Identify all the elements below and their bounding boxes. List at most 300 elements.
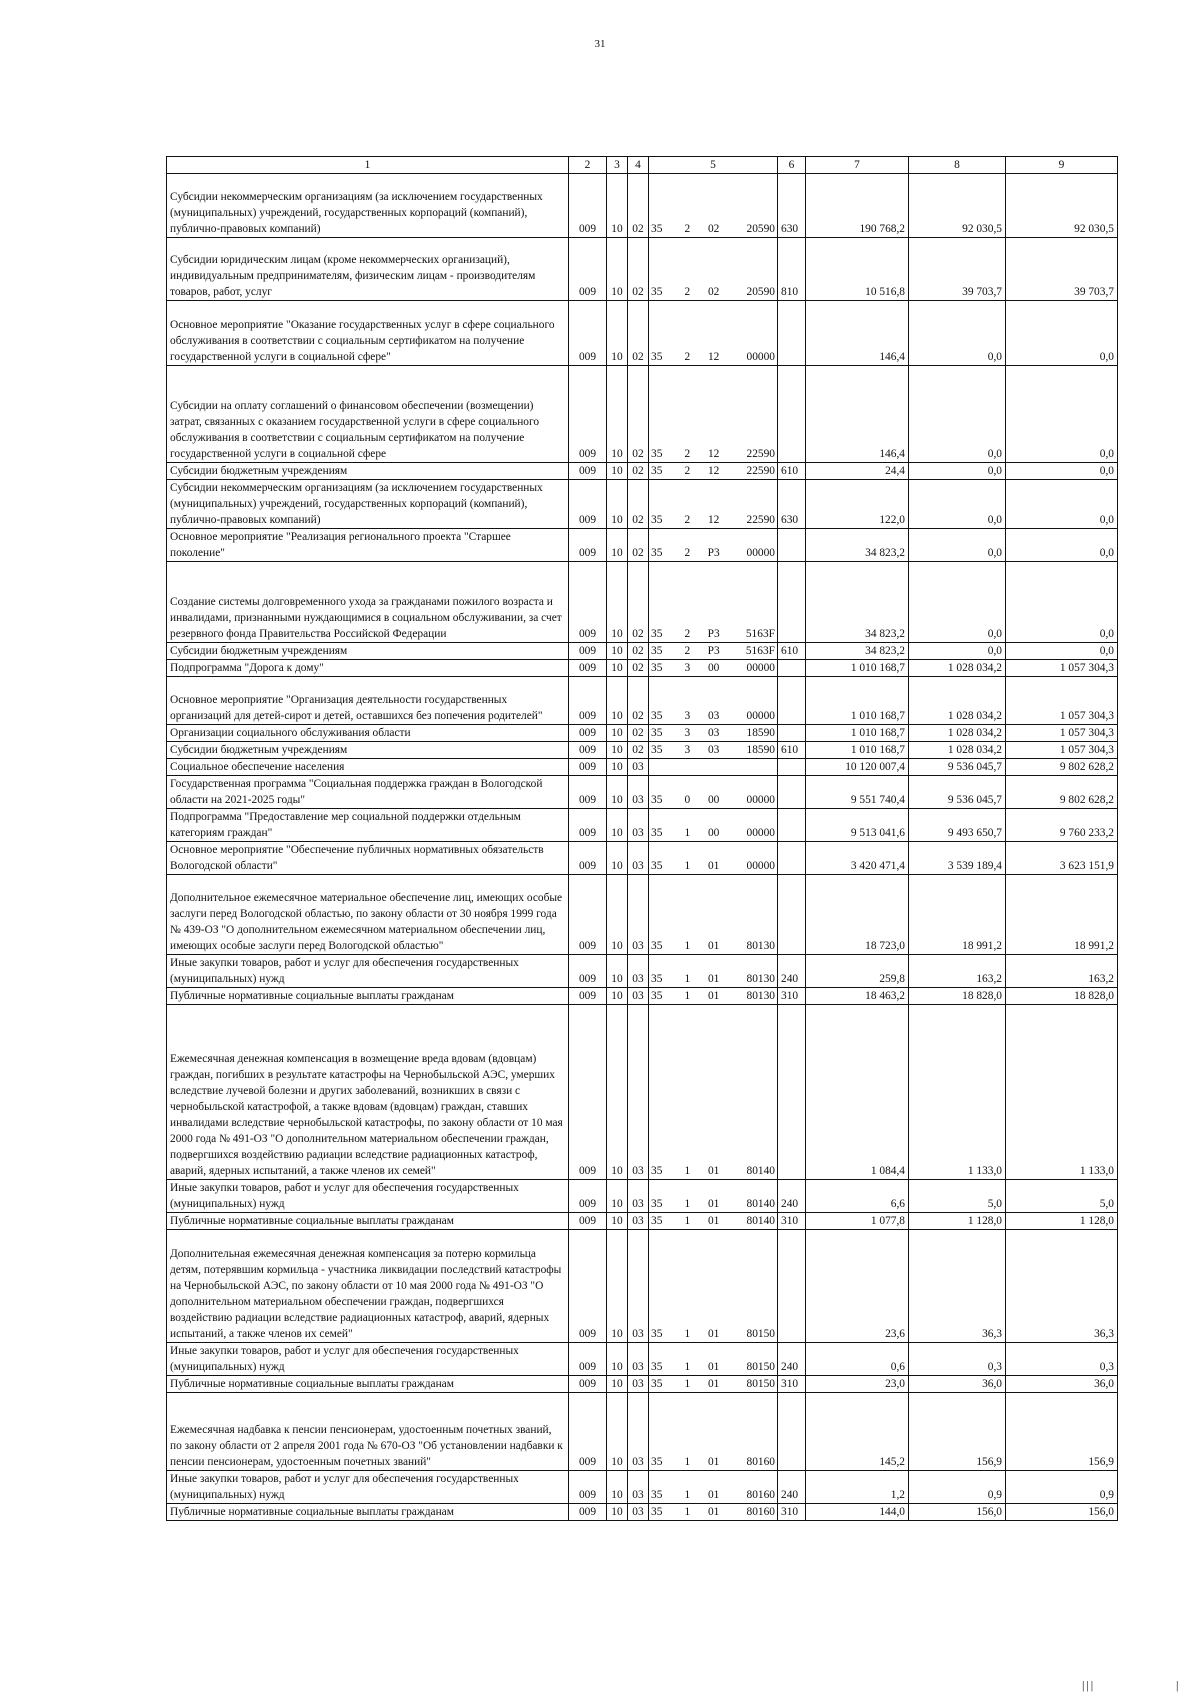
expense-type-code: 310 [778, 1213, 806, 1230]
code-part-d: 22590 [746, 514, 775, 526]
amount-col-9: 156,9 [1006, 1393, 1118, 1471]
code-part-d: 00000 [746, 662, 775, 674]
row-name: Основное мероприятие "Обеспечение публичных нормативных обязательств Вологодской области" [167, 842, 569, 875]
amount-col-8: 1 028 034,2 [909, 677, 1006, 725]
code-part-c: 01 [707, 1456, 720, 1468]
code-part-c: 01 [707, 990, 720, 1002]
row-name: Иные закупки товаров, работ и услуг для обеспечения государственных (муниципальных) нужд [167, 1471, 569, 1504]
code-part-b: 2 [684, 448, 691, 460]
code-part-b: 1 [684, 973, 691, 985]
code-part-d: 80140 [746, 1165, 775, 1177]
amount-col-9: 92 030,5 [1006, 174, 1118, 238]
section-code: 10 [607, 174, 628, 238]
target-article-code [649, 529, 778, 562]
target-article-code [649, 955, 778, 988]
subsection-code: 03 [628, 842, 649, 875]
target-article-code [649, 562, 778, 643]
section-code: 10 [607, 875, 628, 955]
target-article-code [649, 174, 778, 238]
row-name: Иные закупки товаров, работ и услуг для обеспечения государственных (муниципальных) нужд [167, 955, 569, 988]
code-part-a: 35 [651, 1378, 663, 1390]
amount-col-8: 0,0 [909, 480, 1006, 529]
code-part-b: 1 [684, 1361, 691, 1373]
amount-col-8: 9 536 045,7 [909, 759, 1006, 776]
table-body [167, 174, 1118, 1521]
amount-col-8: 0,0 [909, 463, 1006, 480]
code-part-b: 1 [684, 940, 691, 952]
code-part-a: 35 [651, 860, 663, 872]
ministry-code: 009 [569, 643, 607, 660]
code-part-a: 35 [651, 1361, 663, 1373]
row-name: Субсидии бюджетным учреждениям [167, 742, 569, 759]
code-part-d: 80130 [746, 973, 775, 985]
expense-type-code: 810 [778, 238, 806, 301]
code-part-d: 5163F [745, 628, 775, 640]
ministry-code: 009 [569, 301, 607, 366]
amount-col-8: 1 028 034,2 [909, 742, 1006, 759]
subsection-code: 03 [628, 1005, 649, 1180]
amount-col-8: 1 028 034,2 [909, 725, 1006, 742]
section-code: 10 [607, 1504, 628, 1521]
code-part-d: 5163F [745, 645, 775, 657]
code-part-d: 80140 [746, 1198, 775, 1210]
amount-col-7: 23,0 [806, 1376, 909, 1393]
code-part-d: 80160 [746, 1489, 775, 1501]
amount-col-7: 145,2 [806, 1393, 909, 1471]
row-name: Субсидии некоммерческим организациям (за исключением государственных (муниципальных) учреждений, государственных корпораций (компаний), публично-правовых компаний) [167, 174, 569, 238]
ministry-code: 009 [569, 776, 607, 809]
amount-col-8: 18 991,2 [909, 875, 1006, 955]
ministry-code: 009 [569, 1005, 607, 1180]
ministry-code: 009 [569, 955, 607, 988]
code-part-b: 1 [684, 1378, 691, 1390]
subsection-code: 02 [628, 174, 649, 238]
table-row [167, 174, 1118, 238]
section-code: 10 [607, 677, 628, 725]
expense-type-code: 310 [778, 1504, 806, 1521]
subsection-code: 02 [628, 480, 649, 529]
column-header: 9 [1006, 157, 1118, 174]
code-part-d: 20590 [746, 286, 775, 298]
amount-col-7: 259,8 [806, 955, 909, 988]
subsection-code: 03 [628, 1393, 649, 1471]
code-part-c: 01 [707, 940, 720, 952]
code-part-c: 02 [707, 286, 720, 298]
table-row [167, 1180, 1118, 1213]
amount-col-8: 0,0 [909, 366, 1006, 463]
subsection-code: 02 [628, 301, 649, 366]
code-part-c: 03 [707, 744, 720, 756]
code-part-d: 00000 [746, 710, 775, 722]
expense-type-code [778, 1005, 806, 1180]
code-part-a: 35 [651, 1489, 663, 1501]
section-code: 10 [607, 759, 628, 776]
amount-col-7: 1 084,4 [806, 1005, 909, 1180]
expense-type-code: 610 [778, 463, 806, 480]
section-code: 10 [607, 776, 628, 809]
amount-col-7: 34 823,2 [806, 529, 909, 562]
section-code: 10 [607, 1213, 628, 1230]
amount-col-9: 0,3 [1006, 1343, 1118, 1376]
code-part-b: 1 [684, 1215, 691, 1227]
subsection-code: 03 [628, 1213, 649, 1230]
subsection-code: 02 [628, 643, 649, 660]
table-row [167, 1471, 1118, 1504]
code-part-a: 35 [651, 628, 663, 640]
amount-col-7: 23,6 [806, 1230, 909, 1343]
table-row [167, 463, 1118, 480]
amount-col-8: 18 828,0 [909, 988, 1006, 1005]
amount-col-8: 9 493 650,7 [909, 809, 1006, 842]
code-part-b: 1 [684, 1456, 691, 1468]
code-part-d: 00000 [746, 827, 775, 839]
code-part-a: 35 [651, 940, 663, 952]
amount-col-8: 156,0 [909, 1504, 1006, 1521]
target-article-code [649, 988, 778, 1005]
code-part-d: 80130 [746, 940, 775, 952]
amount-col-9: 9 802 628,2 [1006, 759, 1118, 776]
ministry-code: 009 [569, 759, 607, 776]
amount-col-7: 1 010 168,7 [806, 742, 909, 759]
table-row [167, 562, 1118, 643]
table-row [167, 529, 1118, 562]
amount-col-9: 1 133,0 [1006, 1005, 1118, 1180]
amount-col-8: 9 536 045,7 [909, 776, 1006, 809]
code-part-b: 1 [684, 1489, 691, 1501]
subsection-code: 03 [628, 809, 649, 842]
section-code: 10 [607, 1393, 628, 1471]
row-name: Иные закупки товаров, работ и услуг для обеспечения государственных (муниципальных) нужд [167, 1180, 569, 1213]
ministry-code: 009 [569, 366, 607, 463]
amount-col-8: 1 133,0 [909, 1005, 1006, 1180]
amount-col-7: 122,0 [806, 480, 909, 529]
column-header: 1 [167, 157, 569, 174]
expense-type-code [778, 842, 806, 875]
amount-col-9: 0,0 [1006, 529, 1118, 562]
section-code: 10 [607, 1376, 628, 1393]
page-number: 31 [594, 38, 606, 50]
table-row [167, 842, 1118, 875]
code-part-c: P3 [707, 628, 720, 640]
ministry-code: 009 [569, 480, 607, 529]
subsection-code: 03 [628, 776, 649, 809]
table-row [167, 1393, 1118, 1471]
ministry-code: 009 [569, 1376, 607, 1393]
expense-type-code: 240 [778, 1343, 806, 1376]
code-part-a: 35 [651, 351, 663, 363]
amount-col-9: 3 623 151,9 [1006, 842, 1118, 875]
ministry-code: 009 [569, 660, 607, 677]
amount-col-8: 1 128,0 [909, 1213, 1006, 1230]
amount-col-9: 9 802 628,2 [1006, 776, 1118, 809]
target-article-code [649, 1005, 778, 1180]
subsection-code: 03 [628, 1343, 649, 1376]
code-part-d: 20590 [746, 223, 775, 235]
ministry-code: 009 [569, 463, 607, 480]
target-article-code [649, 1393, 778, 1471]
amount-col-8: 5,0 [909, 1180, 1006, 1213]
subsection-code: 02 [628, 238, 649, 301]
code-part-c: 03 [707, 727, 720, 739]
section-code: 10 [607, 660, 628, 677]
row-name: Дополнительное ежемесячное материальное обеспечение лиц, имеющих особые заслуги перед Вологодской областью, по закону области от 30 ноября 1999 года № 439-ОЗ "О дополнительном ежемесячном материальном обеспечении лиц, имеющих особые заслуги перед Вологодской областью" [167, 875, 569, 955]
row-name: Основное мероприятие "Оказание государственных услуг в сфере социального обслуживания в соответствии с социальным сертификатом на получение государственной услуги в социальной сфере" [167, 301, 569, 366]
code-part-c: 01 [707, 1215, 720, 1227]
amount-col-7: 9 551 740,4 [806, 776, 909, 809]
amount-col-7: 146,4 [806, 301, 909, 366]
amount-col-9: 5,0 [1006, 1180, 1118, 1213]
table-row [167, 725, 1118, 742]
code-part-a: 35 [651, 286, 663, 298]
code-part-c: 01 [707, 1361, 720, 1373]
amount-col-9: 0,0 [1006, 301, 1118, 366]
ministry-code: 009 [569, 562, 607, 643]
subsection-code: 03 [628, 1504, 649, 1521]
amount-col-9: 36,0 [1006, 1376, 1118, 1393]
footer-mark: | [1176, 1678, 1179, 1692]
target-article-code [649, 1504, 778, 1521]
section-code: 10 [607, 301, 628, 366]
code-part-b: 2 [684, 351, 691, 363]
subsection-code: 02 [628, 529, 649, 562]
code-part-a: 35 [651, 1506, 663, 1518]
table-row [167, 677, 1118, 725]
code-part-c: 00 [707, 794, 720, 806]
expense-type-code [778, 809, 806, 842]
amount-col-9: 36,3 [1006, 1230, 1118, 1343]
column-header: 4 [628, 157, 649, 174]
code-part-b: 1 [684, 860, 691, 872]
code-part-b: 3 [684, 744, 691, 756]
subsection-code: 02 [628, 463, 649, 480]
ministry-code: 009 [569, 677, 607, 725]
subsection-code: 03 [628, 988, 649, 1005]
section-code: 10 [607, 1230, 628, 1343]
code-part-b: 2 [684, 547, 691, 559]
target-article-code [649, 742, 778, 759]
code-part-a: 35 [651, 1328, 663, 1340]
footer-marks: ||| [1082, 1678, 1096, 1692]
expense-type-code [778, 301, 806, 366]
target-article-code [649, 480, 778, 529]
row-name: Дополнительная ежемесячная денежная компенсация за потерю кормильца детям, потерявшим кормильца - участника ликвидации последствий катастрофы на Чернобыльской АЭС, по закону области от 10 мая 2000 года № 491-ОЗ "О дополнительном материальном обеспечении граждан, подвергшихся воздействию радиации вследствие радиационных катастроф, аварий, ядерных испытаний, а также членов их семей" [167, 1230, 569, 1343]
target-article-code [649, 759, 778, 776]
amount-col-7: 144,0 [806, 1504, 909, 1521]
table-row [167, 759, 1118, 776]
code-part-a: 35 [651, 223, 663, 235]
target-article-code [649, 366, 778, 463]
table-row [167, 875, 1118, 955]
expense-type-code [778, 875, 806, 955]
expense-type-code [778, 776, 806, 809]
ministry-code: 009 [569, 842, 607, 875]
subsection-code: 03 [628, 759, 649, 776]
table-row [167, 480, 1118, 529]
code-part-a: 35 [651, 547, 663, 559]
code-part-a: 35 [651, 645, 663, 657]
code-part-a: 35 [651, 662, 663, 674]
target-article-code [649, 301, 778, 366]
code-part-a: 35 [651, 827, 663, 839]
amount-col-8: 156,9 [909, 1393, 1006, 1471]
code-part-b: 1 [684, 1198, 691, 1210]
code-part-d: 22590 [746, 448, 775, 460]
amount-col-8: 0,9 [909, 1471, 1006, 1504]
row-name: Публичные нормативные социальные выплаты гражданам [167, 1213, 569, 1230]
target-article-code [649, 238, 778, 301]
table-row [167, 238, 1118, 301]
amount-col-7: 6,6 [806, 1180, 909, 1213]
expense-type-code: 310 [778, 988, 806, 1005]
code-part-a: 35 [651, 1198, 663, 1210]
table-row [167, 643, 1118, 660]
ministry-code: 009 [569, 1471, 607, 1504]
target-article-code [649, 660, 778, 677]
expense-type-code: 310 [778, 1376, 806, 1393]
code-part-d: 80160 [746, 1506, 775, 1518]
code-part-d: 00000 [746, 794, 775, 806]
code-part-a: 35 [651, 710, 663, 722]
section-code: 10 [607, 1005, 628, 1180]
code-part-d: 80150 [746, 1328, 775, 1340]
table-row [167, 660, 1118, 677]
ministry-code: 009 [569, 742, 607, 759]
subsection-code: 03 [628, 1376, 649, 1393]
code-part-a: 35 [651, 727, 663, 739]
amount-col-7: 1 077,8 [806, 1213, 909, 1230]
code-part-b: 3 [684, 727, 691, 739]
row-name: Субсидии юридическим лицам (кроме некоммерческих организаций), индивидуальным предпринимателям, физическим лицам - производителям товаров, работ, услуг [167, 238, 569, 301]
target-article-code [649, 875, 778, 955]
expense-type-code [778, 759, 806, 776]
row-name: Иные закупки товаров, работ и услуг для обеспечения государственных (муниципальных) нужд [167, 1343, 569, 1376]
expense-type-code: 610 [778, 643, 806, 660]
expense-type-code: 240 [778, 1180, 806, 1213]
section-code: 10 [607, 238, 628, 301]
amount-col-7: 1 010 168,7 [806, 660, 909, 677]
row-name: Подпрограмма "Предоставление мер социальной поддержки отдельным категориям граждан" [167, 809, 569, 842]
code-part-a: 35 [651, 990, 663, 1002]
row-name: Ежемесячная денежная компенсация в возмещение вреда вдовам (вдовцам) граждан, погибших в результате катастрофы на Чернобыльской АЭС, умерших вследствие лучевой болезни и других заболеваний, возникших в связи с чернобыльской катастрофой, а также вдовам (вдовцам) граждан, ставших инвалидами вследствие чернобыльской катастрофы, по закону области от 10 мая 2000 года № 491-ОЗ "О дополнительном материальном обеспечении граждан, подвергшихся воздействию радиации вследствие радиационных катастроф, аварий, ядерных испытаний, а также членов их семей" [167, 1005, 569, 1180]
subsection-code: 03 [628, 1230, 649, 1343]
table-row [167, 988, 1118, 1005]
code-part-b: 1 [684, 1165, 691, 1177]
amount-col-9: 0,0 [1006, 463, 1118, 480]
code-part-a: 35 [651, 794, 663, 806]
expense-type-code: 630 [778, 480, 806, 529]
code-part-b: 2 [684, 514, 691, 526]
table-row [167, 955, 1118, 988]
code-part-c: 00 [707, 662, 720, 674]
budget-table [166, 156, 1118, 1521]
amount-col-7: 1,2 [806, 1471, 909, 1504]
code-part-a: 35 [651, 1215, 663, 1227]
code-part-c: 01 [707, 860, 720, 872]
row-name: Государственная программа "Социальная поддержка граждан в Вологодской области на 2021-2025 годы" [167, 776, 569, 809]
code-part-c: 12 [707, 514, 720, 526]
target-article-code [649, 1376, 778, 1393]
amount-col-8: 1 028 034,2 [909, 660, 1006, 677]
code-part-d: 80150 [746, 1378, 775, 1390]
amount-col-9: 0,0 [1006, 480, 1118, 529]
row-name: Ежемесячная надбавка к пенсии пенсионерам, удостоенным почетных званий, по закону области от 2 апреля 2001 года № 670-ОЗ "Об установлении надбавки к пенсии пенсионерам, удостоенным почетных званий" [167, 1393, 569, 1471]
amount-col-9: 0,9 [1006, 1471, 1118, 1504]
amount-col-7: 10 120 007,4 [806, 759, 909, 776]
ministry-code: 009 [569, 1230, 607, 1343]
amount-col-7: 146,4 [806, 366, 909, 463]
amount-col-9: 0,0 [1006, 643, 1118, 660]
table-header-row [167, 157, 1118, 174]
table-row [167, 776, 1118, 809]
row-name: Организации социального обслуживания области [167, 725, 569, 742]
expense-type-code [778, 660, 806, 677]
section-code: 10 [607, 742, 628, 759]
code-part-c: 02 [707, 223, 720, 235]
expense-type-code: 610 [778, 742, 806, 759]
code-part-b: 2 [684, 465, 691, 477]
code-part-d: 00000 [746, 547, 775, 559]
row-name: Основное мероприятие "Реализация регионального проекта "Старшее поколение" [167, 529, 569, 562]
section-code: 10 [607, 529, 628, 562]
amount-col-7: 18 463,2 [806, 988, 909, 1005]
table-row [167, 742, 1118, 759]
row-name: Создание системы долговременного ухода за гражданами пожилого возраста и инвалидами, признанными нуждающимися в социальном обслуживании, за счет резервного фонда Правительства Российской Федерации [167, 562, 569, 643]
amount-col-7: 0,6 [806, 1343, 909, 1376]
amount-col-7: 10 516,8 [806, 238, 909, 301]
amount-col-9: 39 703,7 [1006, 238, 1118, 301]
table-row [167, 809, 1118, 842]
target-article-code [649, 463, 778, 480]
subsection-code: 02 [628, 677, 649, 725]
amount-col-7: 190 768,2 [806, 174, 909, 238]
code-part-c: 01 [707, 1165, 720, 1177]
subsection-code: 02 [628, 562, 649, 643]
table-row [167, 1343, 1118, 1376]
table-row [167, 1504, 1118, 1521]
expense-type-code [778, 1230, 806, 1343]
ministry-code: 009 [569, 725, 607, 742]
table-row [167, 301, 1118, 366]
ministry-code: 009 [569, 174, 607, 238]
section-code: 10 [607, 1343, 628, 1376]
row-name: Публичные нормативные социальные выплаты гражданам [167, 988, 569, 1005]
ministry-code: 009 [569, 1180, 607, 1213]
row-name: Субсидии на оплату соглашений о финансовом обеспечении (возмещении) затрат, связанных с оказанием государственной услуги в сфере социального обслуживания в соответствии с социальным сертификатом на получение государственной услуги в социальной сфере [167, 366, 569, 463]
amount-col-7: 34 823,2 [806, 643, 909, 660]
expense-type-code [778, 725, 806, 742]
section-code: 10 [607, 955, 628, 988]
code-part-c: 01 [707, 1489, 720, 1501]
amount-col-7: 24,4 [806, 463, 909, 480]
ministry-code: 009 [569, 1343, 607, 1376]
amount-col-9: 163,2 [1006, 955, 1118, 988]
subsection-code: 02 [628, 366, 649, 463]
amount-col-9: 156,0 [1006, 1504, 1118, 1521]
amount-col-9: 1 057 304,3 [1006, 660, 1118, 677]
table-row [167, 366, 1118, 463]
expense-type-code: 240 [778, 955, 806, 988]
target-article-code [649, 809, 778, 842]
code-part-c: 01 [707, 973, 720, 985]
row-name: Основное мероприятие "Организация деятельности государственных организаций для детей-сирот и детей, оставшихся без попечения родителей" [167, 677, 569, 725]
target-article-code [649, 677, 778, 725]
expense-type-code [778, 677, 806, 725]
column-header: 8 [909, 157, 1006, 174]
expense-type-code: 240 [778, 1471, 806, 1504]
amount-col-9: 18 828,0 [1006, 988, 1118, 1005]
code-part-d: 80160 [746, 1456, 775, 1468]
code-part-a: 35 [651, 973, 663, 985]
